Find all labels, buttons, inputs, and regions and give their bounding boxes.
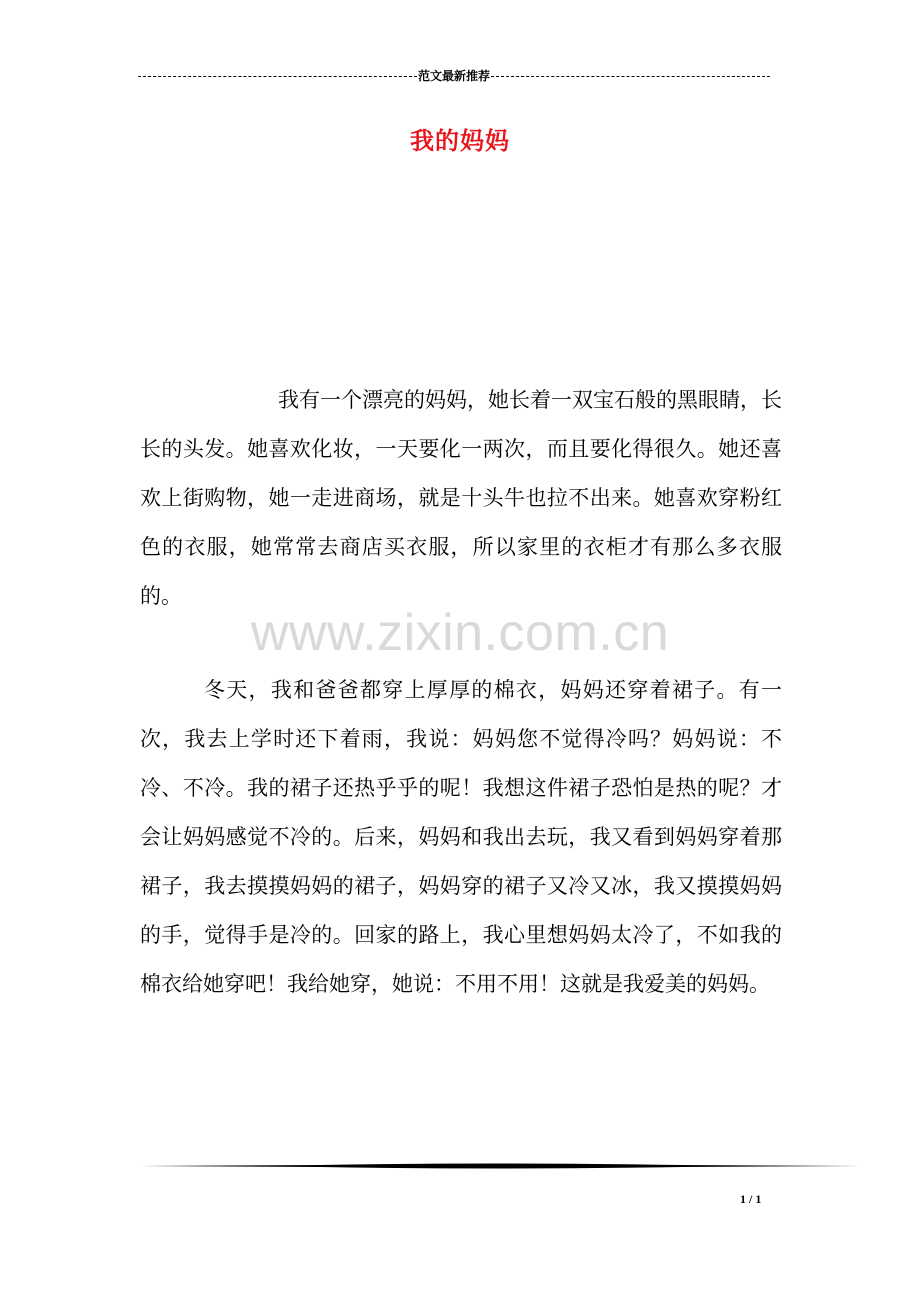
page-number: 1 / 1 [740,1192,762,1206]
paragraph-1: 我有一个漂亮的妈妈，她长着一双宝石般的黑眼睛，长长的头发。她喜欢化妆，一天要化一两次，而且要化得很久。她还喜欢上街购物，她一走进商场，就是十头牛也拉不出来。她喜欢穿粉红色的衣服，她常常去商店买衣服，所以家里的衣柜才有那么多衣服的。 [140,388,782,608]
header-dash-left [138,76,417,77]
header-banner [138,68,770,84]
header-dash-right [491,76,770,77]
paragraph-2: 冬天，我和爸爸都穿上厚厚的棉衣，妈妈还穿着裙子。有一次，我去上学时还下着雨，我说：妈妈您不觉得冷吗？妈妈说：不冷、不冷。我的裙子还热乎乎的呢！我想这件裙子恐怕是热的呢？才会让妈妈感觉不冷的。后来，妈妈和我出去玩，我又看到妈妈穿着那裙子，我去摸摸妈妈的裙子，妈妈穿的裙子又冷又冰，我又摸摸妈妈的手，觉得手是冷的。回家的路上，我心里想妈妈太冷了，不如我的棉衣给她穿吧！我给她穿，她说：不用不用！这就是我爱美的妈妈。 [140,678,782,996]
header-label: 范文最新推荐 [418,69,491,83]
footer-rule [140,1156,862,1176]
watermark: www.zixin.com.cn [250,604,670,662]
document-title: 我的妈妈 [410,126,510,155]
